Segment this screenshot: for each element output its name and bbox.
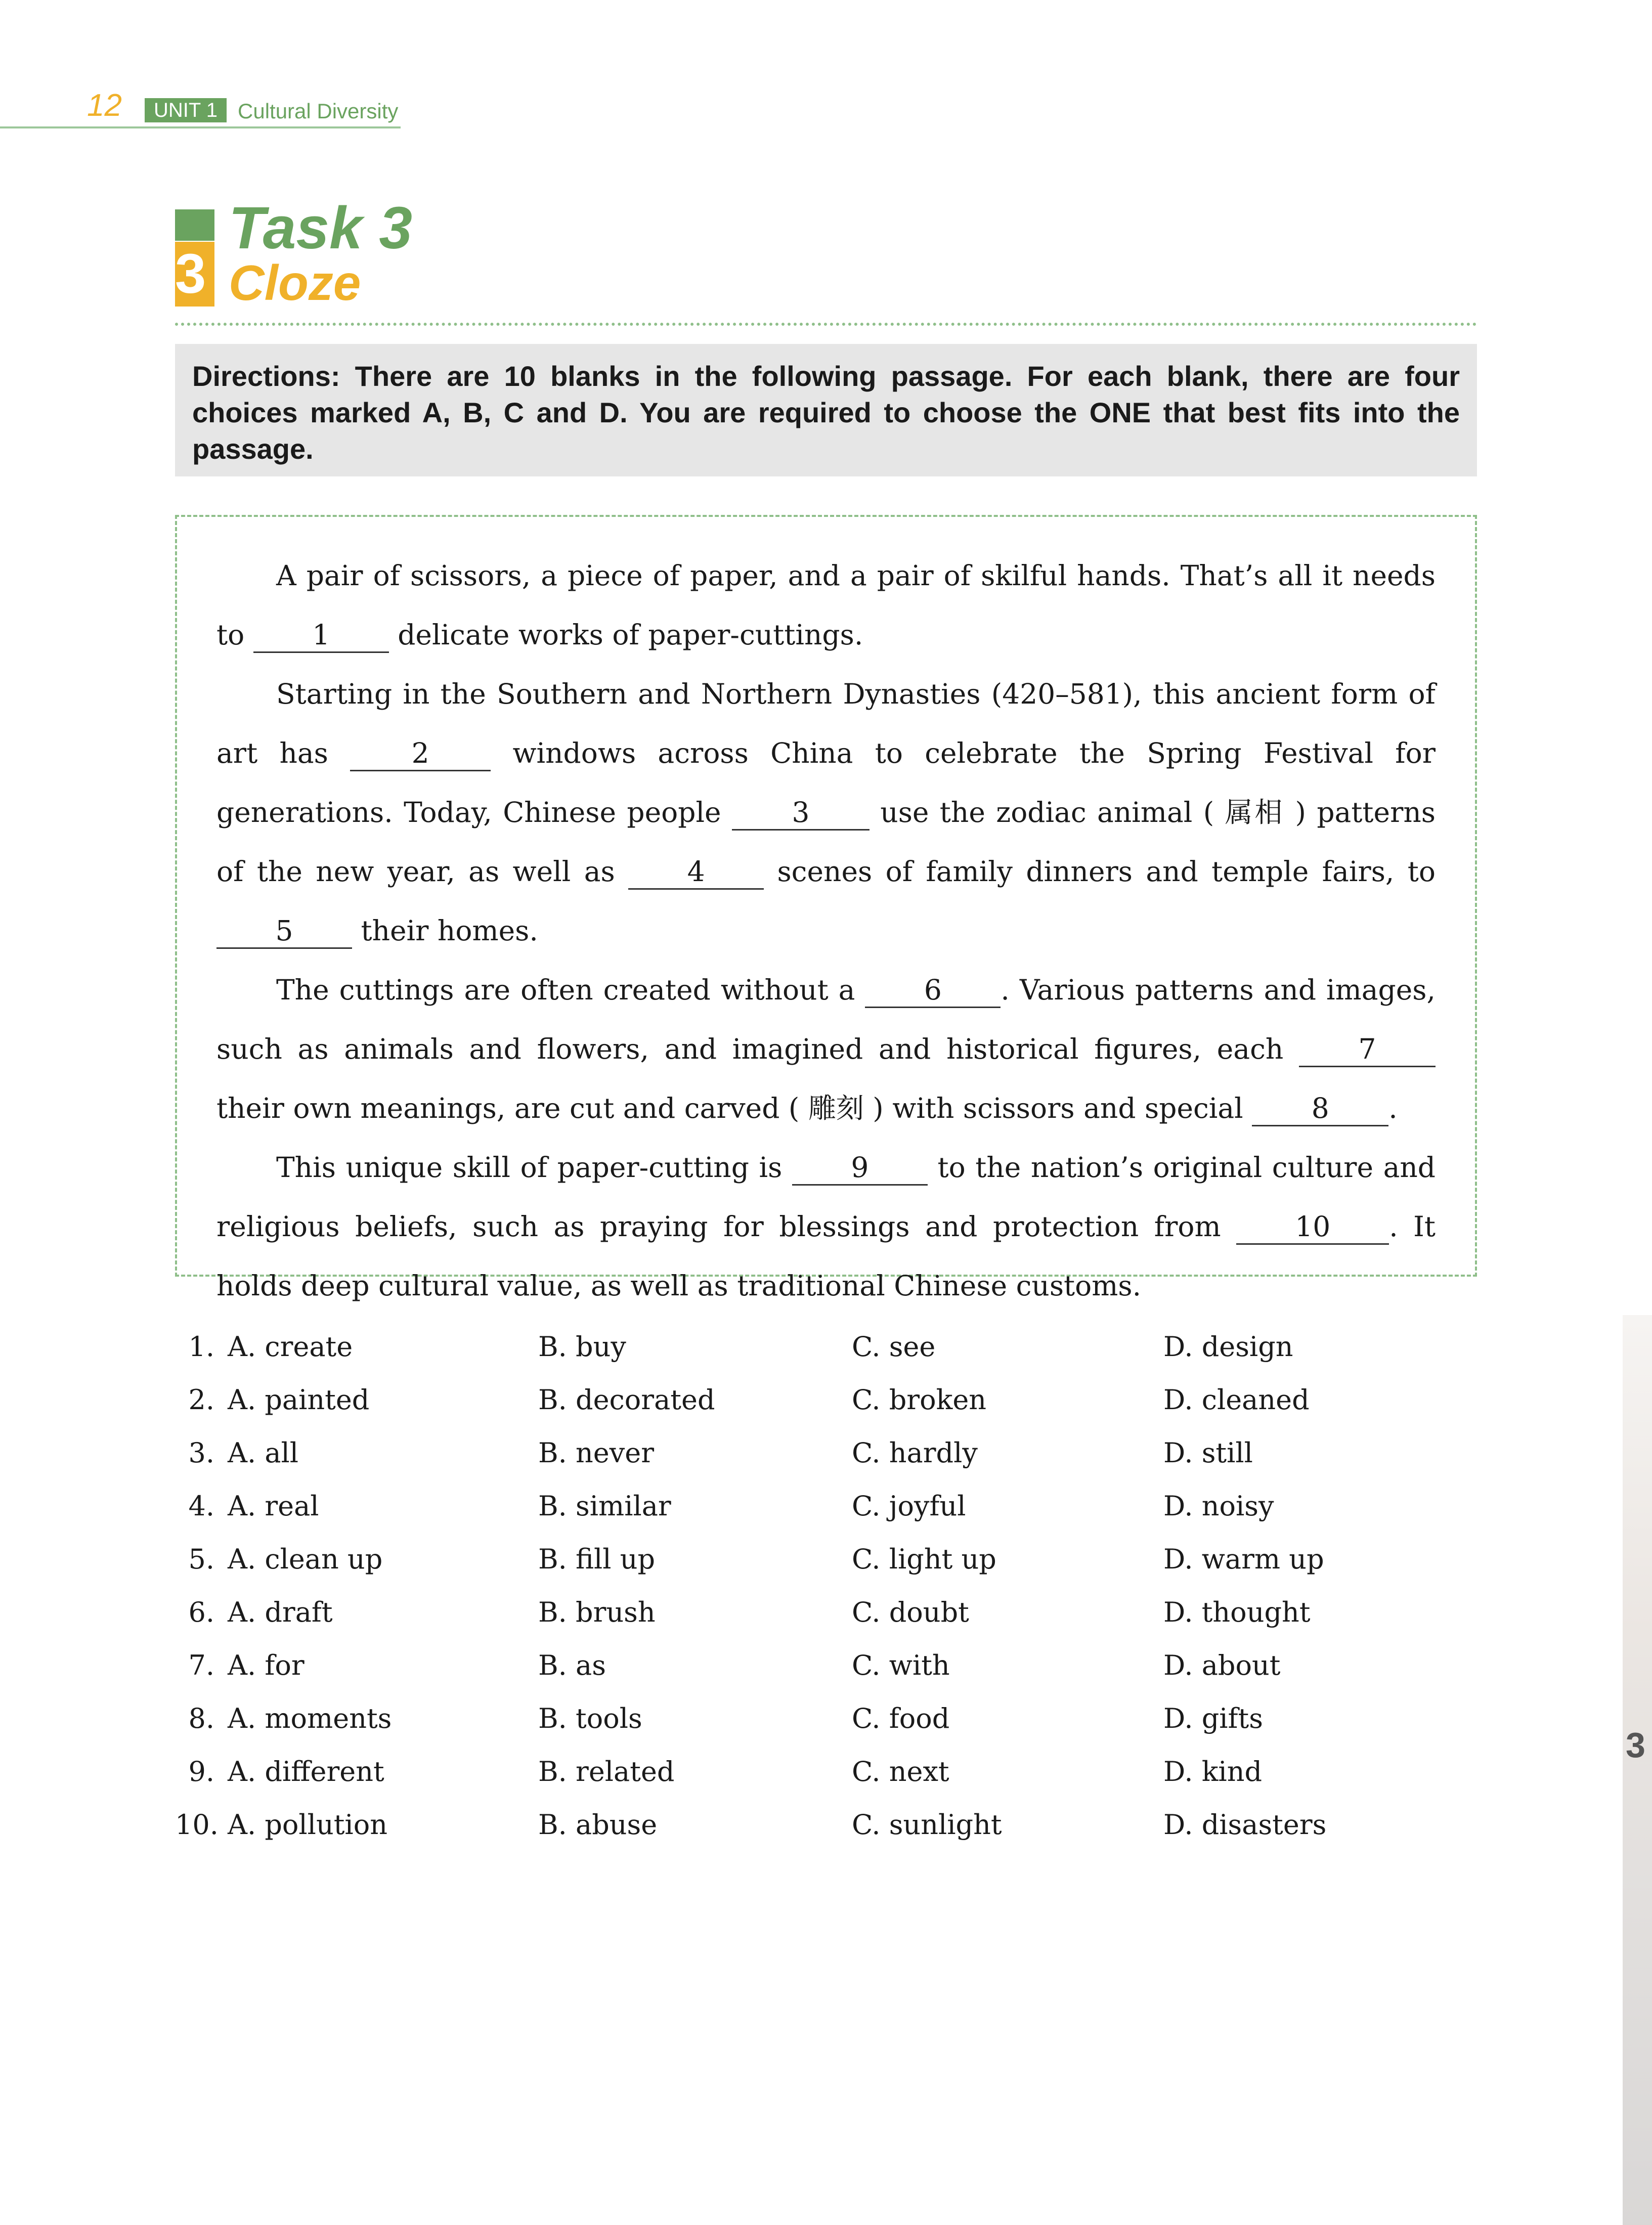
- question-number: 5.: [188, 1543, 214, 1575]
- option-d: D. gifts: [1163, 1703, 1263, 1734]
- answer-options: [175, 1320, 1477, 1851]
- option-a: A. different: [228, 1756, 384, 1787]
- blank-10: 10: [1236, 1210, 1389, 1245]
- edge-photo-strip: [1623, 1315, 1652, 2225]
- passage-text: A pair of scissors, a piece of paper, and a pair of skilful hands. That’s all it needs to: [216, 559, 1436, 651]
- passage-paragraph-2: [216, 665, 1436, 961]
- option-a: A. clean up: [228, 1543, 383, 1575]
- option-b: B. related: [538, 1756, 675, 1787]
- passage-paragraph-1: [216, 546, 1436, 665]
- option-d: D. design: [1163, 1331, 1293, 1363]
- option-row: [175, 1692, 1477, 1745]
- option-b: B. brush: [538, 1596, 656, 1628]
- question-number: 8.: [188, 1703, 214, 1734]
- option-a: A. all: [228, 1437, 299, 1469]
- passage-text: .: [1388, 1092, 1398, 1124]
- option-row: [175, 1745, 1477, 1798]
- blank-2: 2: [350, 736, 491, 771]
- question-number: 6.: [188, 1596, 214, 1628]
- option-b: B. buy: [538, 1331, 626, 1363]
- option-b: B. never: [538, 1437, 655, 1469]
- dotted-divider: [175, 323, 1477, 326]
- blank-4: 4: [628, 855, 764, 890]
- header-rule: [0, 126, 401, 128]
- option-d: D. still: [1163, 1437, 1253, 1469]
- option-a: A. pollution: [228, 1809, 387, 1841]
- option-row: [175, 1320, 1477, 1373]
- passage-paragraph-4: [216, 1138, 1436, 1316]
- option-c: C. next: [852, 1756, 949, 1787]
- option-d: D. warm up: [1163, 1543, 1324, 1575]
- edge-photo-mark: 3: [1626, 1725, 1645, 1765]
- option-b: B. similar: [538, 1490, 671, 1522]
- option-b: B. as: [538, 1649, 606, 1681]
- option-a: A. for: [228, 1649, 305, 1681]
- passage-paragraph-3: [216, 961, 1436, 1138]
- passage-text: delicate works of paper-cuttings.: [398, 619, 863, 651]
- blank-5: 5: [216, 914, 352, 949]
- question-number: 1.: [188, 1331, 214, 1363]
- passage-text: their own meanings, are cut and carved ( 雕刻 ) with scissors and special: [216, 1092, 1243, 1124]
- passage-text: Starting in the Southern and Northern Dynasties (420–581), this ancient form of art has: [216, 678, 1436, 769]
- question-number: 7.: [188, 1649, 214, 1681]
- option-a: A. moments: [228, 1703, 392, 1734]
- option-c: C. joyful: [852, 1490, 966, 1522]
- option-d: D. disasters: [1163, 1809, 1327, 1841]
- option-c: C. sunlight: [852, 1809, 1002, 1841]
- unit-badge: UNIT 1: [145, 98, 227, 122]
- option-row: [175, 1798, 1477, 1851]
- passage-text: use the zodiac animal ( 属相 ) patterns of the new year, as well as: [216, 796, 1436, 888]
- option-a: A. create: [228, 1331, 353, 1363]
- passage-text: windows across China to celebrate the Spring Festival for generations. Today, Chinese people: [216, 737, 1436, 828]
- option-b: B. decorated: [538, 1384, 715, 1416]
- option-d: D. cleaned: [1163, 1384, 1310, 1416]
- passage-text: . Various patterns and images, such as animals and flowers, and imagined and historical figures, each: [216, 974, 1436, 1065]
- cloze-passage: [175, 515, 1477, 1302]
- option-c: C. hardly: [852, 1437, 978, 1469]
- option-c: C. doubt: [852, 1596, 969, 1628]
- option-b: B. tools: [538, 1703, 642, 1734]
- passage-text: scenes of family dinners and temple fairs, to: [777, 855, 1436, 888]
- question-number: 9.: [188, 1756, 214, 1787]
- page-header: [0, 86, 405, 128]
- blank-1: 1: [253, 618, 389, 653]
- option-row: [175, 1479, 1477, 1533]
- blank-6: 6: [865, 973, 1001, 1008]
- blank-9: 9: [792, 1151, 928, 1186]
- unit-title: Cultural Diversity: [238, 99, 399, 123]
- directions-box: Directions: There are 10 blanks in the following passage. For each blank, there are four choices marked A, B, C and D. You are required to choose the ONE that best fits into the passage.: [175, 344, 1477, 476]
- passage-text: . It holds deep cultural value, as well as traditional Chinese customs.: [216, 1210, 1436, 1302]
- option-c: C. broken: [852, 1384, 987, 1416]
- page-number: 12: [87, 88, 122, 123]
- task-title: Task 3: [229, 195, 412, 261]
- option-row: [175, 1373, 1477, 1426]
- blank-8: 8: [1252, 1092, 1388, 1126]
- option-row: [175, 1533, 1477, 1586]
- option-b: B. abuse: [538, 1809, 658, 1841]
- option-a: A. painted: [228, 1384, 370, 1416]
- question-number: 2.: [188, 1384, 214, 1416]
- passage-text: their homes.: [361, 914, 538, 947]
- question-number: 3.: [188, 1437, 214, 1469]
- option-c: C. light up: [852, 1543, 996, 1575]
- option-c: C. see: [852, 1331, 936, 1363]
- task-subtitle: Cloze: [229, 255, 361, 311]
- question-number: 4.: [188, 1490, 214, 1522]
- option-c: C. with: [852, 1649, 950, 1681]
- option-c: C. food: [852, 1703, 950, 1734]
- passage-text: to the nation’s original culture and religious beliefs, such as praying for blessings and protection from: [216, 1151, 1436, 1243]
- option-row: [175, 1426, 1477, 1479]
- option-row: [175, 1586, 1477, 1639]
- question-number: 10.: [175, 1809, 219, 1841]
- option-d: D. about: [1163, 1649, 1281, 1681]
- option-d: D. kind: [1163, 1756, 1263, 1787]
- passage-text: The cuttings are often created without a: [276, 974, 855, 1006]
- blank-7: 7: [1299, 1032, 1436, 1067]
- passage-text: This unique skill of paper-cutting is: [276, 1151, 782, 1184]
- option-d: D. noisy: [1163, 1490, 1274, 1522]
- option-a: A. draft: [228, 1596, 333, 1628]
- task-badge-number: 3: [175, 242, 214, 307]
- option-row: [175, 1639, 1477, 1692]
- option-a: A. real: [228, 1490, 319, 1522]
- option-d: D. thought: [1163, 1596, 1311, 1628]
- task-badge-green-block: [175, 209, 214, 241]
- blank-3: 3: [732, 796, 870, 831]
- option-b: B. fill up: [538, 1543, 656, 1575]
